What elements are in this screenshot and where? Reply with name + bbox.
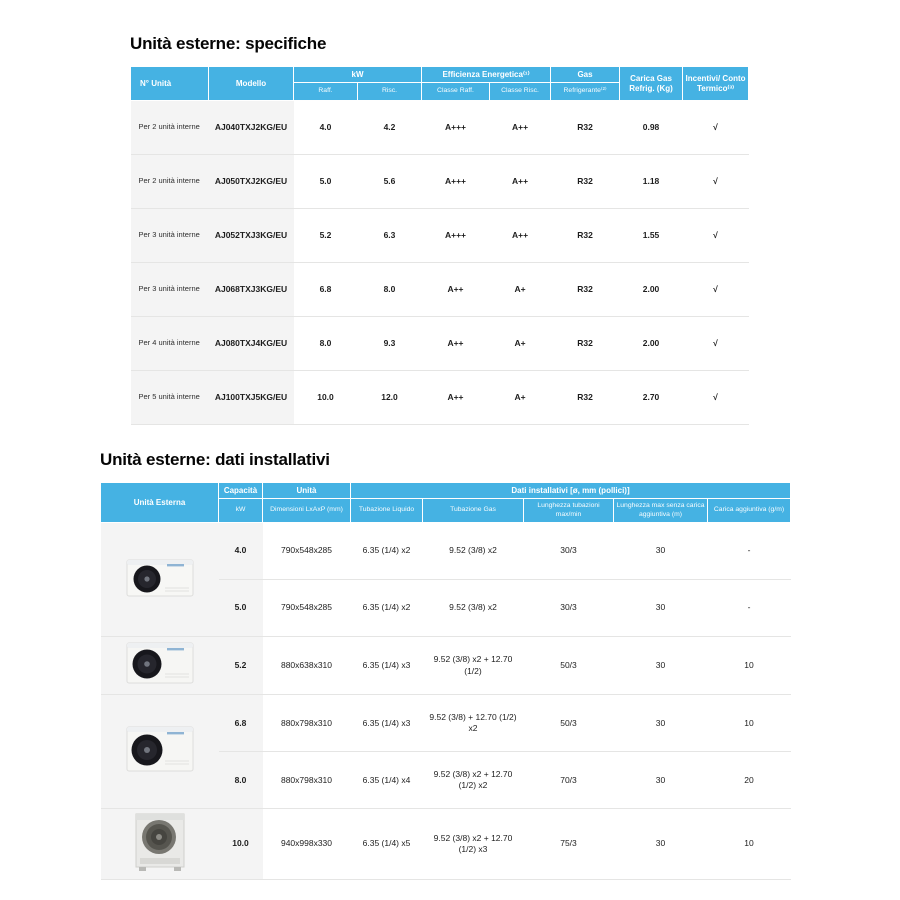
outdoor-unit-photo-medium [101,637,219,695]
section-title-dati-installativi: Unità esterne: dati installativi [100,450,330,469]
cell-tubazione-gas: 9.52 (3/8) + 12.70 (1/2) x2 [423,695,524,752]
header-capacita: Capacità [219,483,263,499]
cell-capacita: 6.8 [219,695,263,752]
cell-n-unita: Per 2 unità interne [131,101,209,155]
install-row-4 [101,695,791,752]
cell-gas: R32 [551,101,620,155]
cell-tubazione-liquido: 6.35 (1/4) x2 [351,580,423,637]
cell-lunghezza-max: 30 [614,637,708,695]
cell-classe-risc: A+ [490,371,551,425]
outdoor-unit-image [123,639,197,689]
outdoor-unit-image [130,811,190,873]
cell-lunghezza-tubazioni: 75/3 [524,809,614,879]
cell-incentivi-check: √ [683,371,749,425]
install-header-row-1 [101,483,791,499]
outdoor-unit-image [123,554,197,602]
cell-n-unita: Per 4 unità interne [131,317,209,371]
cell-carica: 2.00 [620,263,683,317]
outdoor-unit-photo-large [101,809,219,879]
cell-incentivi-check: √ [683,155,749,209]
cell-classe-raff: A++ [422,263,490,317]
cell-risc: 12.0 [358,371,422,425]
cell-risc: 8.0 [358,263,422,317]
cell-lunghezza-tubazioni: 50/3 [524,637,614,695]
cell-raff: 6.8 [294,263,358,317]
cell-classe-raff: A+++ [422,101,490,155]
cell-lunghezza-max: 30 [614,752,708,809]
spec-row-4 [131,263,749,317]
cell-classe-risc: A++ [490,101,551,155]
cell-carica: 0.98 [620,101,683,155]
cell-tubazione-gas: 9.52 (3/8) x2 + 12.70 (1/2) x2 [423,752,524,809]
cell-gas: R32 [551,317,620,371]
cell-dimensioni: 940x998x330 [263,809,351,879]
header-efficienza-group: Efficienza Energetica⁽¹⁾ [422,67,551,83]
cell-lunghezza-max: 30 [614,695,708,752]
cell-classe-raff: A++ [422,371,490,425]
cell-n-unita: Per 2 unità interne [131,155,209,209]
spec-row-6 [131,371,749,425]
cell-lunghezza-max: 30 [614,523,708,580]
cell-risc: 5.6 [358,155,422,209]
cell-tubazione-liquido: 6.35 (1/4) x4 [351,752,423,809]
cell-lunghezza-tubazioni: 30/3 [524,523,614,580]
cell-modello: AJ100TXJ5KG/EU [209,371,294,425]
header-carica-gas: Carica Gas Refrig. (Kg) [620,67,683,101]
cell-modello: AJ080TXJ4KG/EU [209,317,294,371]
header-modello: Modello [209,67,294,101]
spec-row-3 [131,209,749,263]
cell-carica-aggiuntiva: - [708,580,791,637]
cell-modello: AJ052TXJ3KG/EU [209,209,294,263]
cell-dimensioni: 880x798x310 [263,695,351,752]
header-classe-risc: Classe Risc. [490,83,551,101]
cell-carica: 2.00 [620,317,683,371]
spec-row-2 [131,155,749,209]
cell-classe-risc: A+ [490,317,551,371]
cell-dimensioni: 880x638x310 [263,637,351,695]
cell-carica-aggiuntiva: 10 [708,637,791,695]
header-tubazione-liquido: Tubazione Liquido [351,499,423,523]
cell-dimensioni: 880x798x310 [263,752,351,809]
spec-row-1 [131,101,749,155]
cell-modello: AJ068TXJ3KG/EU [209,263,294,317]
cell-lunghezza-tubazioni: 30/3 [524,580,614,637]
header-gas: Gas [551,67,620,83]
header-dati-installativi-group: Dati installativi [ø, mm (pollici)] [351,483,791,499]
cell-tubazione-gas: 9.52 (3/8) x2 + 12.70 (1/2) [423,637,524,695]
cell-carica: 1.55 [620,209,683,263]
header-raff: Raff. [294,83,358,101]
cell-tubazione-gas: 9.52 (3/8) x2 [423,580,524,637]
header-risc: Risc. [358,83,422,101]
cell-capacita: 5.0 [219,580,263,637]
header-lunghezza-max: Lunghezza max senza carica aggiuntiva (m) [614,499,708,523]
cell-capacita: 10.0 [219,809,263,879]
cell-gas: R32 [551,209,620,263]
install-row-1 [101,523,791,580]
cell-lunghezza-max: 30 [614,580,708,637]
cell-dimensioni: 790x548x285 [263,580,351,637]
header-classe-raff: Classe Raff. [422,83,490,101]
cell-carica: 1.18 [620,155,683,209]
cell-raff: 4.0 [294,101,358,155]
cell-carica-aggiuntiva: 10 [708,695,791,752]
header-carica-aggiuntiva: Carica aggiuntiva (g/m) [708,499,791,523]
outdoor-unit-photo-small [101,523,219,637]
cell-carica-aggiuntiva: - [708,523,791,580]
cell-capacita: 4.0 [219,523,263,580]
cell-tubazione-gas: 9.52 (3/8) x2 [423,523,524,580]
cell-lunghezza-max: 30 [614,809,708,879]
spec-header-row-1 [131,67,749,83]
spec-row-5 [131,317,749,371]
cell-raff: 5.2 [294,209,358,263]
cell-classe-risc: A+ [490,263,551,317]
header-unita: Unità [263,483,351,499]
cell-dimensioni: 790x548x285 [263,523,351,580]
install-row-6 [101,809,791,879]
cell-risc: 4.2 [358,101,422,155]
cell-incentivi-check: √ [683,263,749,317]
cell-classe-raff: A++ [422,317,490,371]
cell-lunghezza-tubazioni: 50/3 [524,695,614,752]
cell-capacita: 8.0 [219,752,263,809]
cell-n-unita: Per 5 unità interne [131,371,209,425]
header-dimensioni: Dimensioni LxAxP (mm) [263,499,351,523]
header-refrigerante: Refrigerante⁽²⁾ [551,83,620,101]
cell-tubazione-liquido: 6.35 (1/4) x3 [351,637,423,695]
cell-gas: R32 [551,263,620,317]
cell-tubazione-liquido: 6.35 (1/4) x5 [351,809,423,879]
header-lunghezza-tubazioni: Lunghezza tubazioni max/min [524,499,614,523]
cell-capacita: 5.2 [219,637,263,695]
cell-raff: 8.0 [294,317,358,371]
section-specifiche [130,34,748,425]
header-incentivi: Incentivi/ Conto Termico⁽³⁾ [683,67,749,101]
cell-raff: 5.0 [294,155,358,209]
header-n-unita: N° Unità [131,67,209,101]
cell-modello: AJ050TXJ2KG/EU [209,155,294,209]
header-unita-esterna: Unità Esterna [101,483,219,523]
cell-n-unita: Per 3 unità interne [131,263,209,317]
cell-n-unita: Per 3 unità interne [131,209,209,263]
cell-incentivi-check: √ [683,209,749,263]
install-row-3 [101,637,791,695]
cell-classe-risc: A++ [490,209,551,263]
header-kw-group: kW [294,67,422,83]
cell-classe-raff: A+++ [422,155,490,209]
cell-incentivi-check: √ [683,101,749,155]
cell-incentivi-check: √ [683,317,749,371]
cell-tubazione-liquido: 6.35 (1/4) x3 [351,695,423,752]
cell-classe-risc: A++ [490,155,551,209]
cell-carica-aggiuntiva: 20 [708,752,791,809]
cell-lunghezza-tubazioni: 70/3 [524,752,614,809]
install-table [100,482,791,880]
cell-risc: 9.3 [358,317,422,371]
outdoor-unit-image [123,723,197,777]
cell-tubazione-gas: 9.52 (3/8) x2 + 12.70 (1/2) x3 [423,809,524,879]
header-capacita-kw: kW [219,499,263,523]
spec-table [130,66,749,425]
cell-modello: AJ040TXJ2KG/EU [209,101,294,155]
section-title-specifiche: Unità esterne: specifiche [130,34,327,53]
cell-gas: R32 [551,155,620,209]
header-tubazione-gas: Tubazione Gas [423,499,524,523]
section-dati-installativi [100,450,790,880]
cell-carica-aggiuntiva: 10 [708,809,791,879]
cell-carica: 2.70 [620,371,683,425]
outdoor-unit-photo-medium-tall [101,695,219,809]
cell-risc: 6.3 [358,209,422,263]
cell-tubazione-liquido: 6.35 (1/4) x2 [351,523,423,580]
cell-classe-raff: A+++ [422,209,490,263]
cell-raff: 10.0 [294,371,358,425]
cell-gas: R32 [551,371,620,425]
